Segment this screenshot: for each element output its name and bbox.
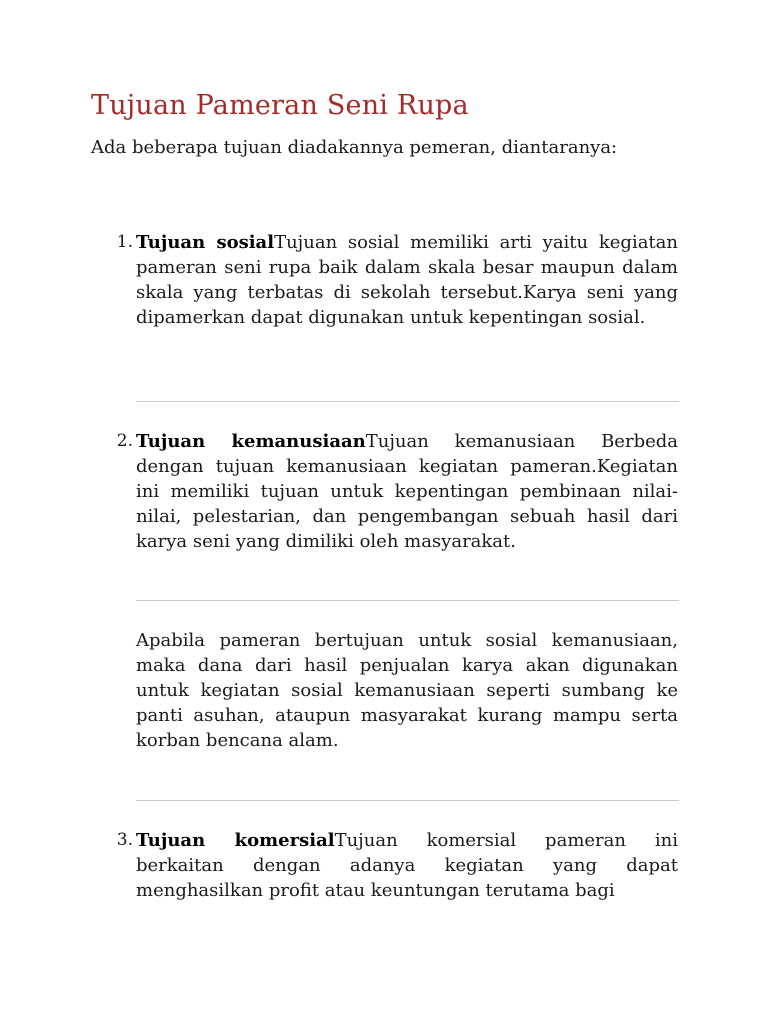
list-item-heading: Tujuan komersial [136, 830, 335, 851]
page-title: Tujuan Pameran Seni Rupa [91, 90, 469, 121]
list-item-number: 2. [116, 431, 133, 451]
list-item-number: 3. [116, 830, 133, 850]
list-item-number: 1. [116, 232, 133, 252]
list-item-text: Tujuan kemanusiaan Berbeda dengan tujuan kemanusiaan kegiatan pameran.Kegiatan ini memiliki tujuan untuk kepentingan pembinaan nilai-nilai, pelestarian, dan pengembangan sebuah hasil dari karya seni yang dimiliki oleh masyarakat. [136, 431, 678, 552]
list-item-heading: Tujuan kemanusiaan [136, 431, 366, 452]
paragraph-text: Apabila pameran bertujuan untuk sosial kemanusiaan, maka dana dari hasil penjualan karya akan digunakan untuk kegiatan sosial kemanusiaan seperti sumbang ke panti asuhan, ataupun masyarakat kurang mampu serta korban bencana alam. [136, 630, 678, 751]
intro-text: Ada beberapa tujuan diadakannya pemeran, diantaranya: [91, 137, 618, 158]
list-item-1 [116, 230, 678, 330]
divider [136, 600, 679, 601]
list-item-text: Tujuan sosial memiliki arti yaitu kegiatan pameran seni rupa baik dalam skala besar maupun dalam skala yang terbatas di sekolah tersebut.Karya seni yang dipamerkan dapat digunakan untuk kepentingan sosial. [136, 232, 678, 328]
list-item-3 [116, 828, 678, 906]
divider [136, 800, 679, 801]
list-item-heading: Tujuan sosial [136, 232, 275, 253]
list-item-2 [116, 429, 678, 554]
divider [136, 401, 679, 402]
list-item-text: Tujuan komersial pameran ini berkaitan dengan adanya kegiatan yang dapat menghasilkan profit atau keuntungan terutama bagi [136, 830, 678, 901]
body-paragraph [136, 628, 678, 753]
